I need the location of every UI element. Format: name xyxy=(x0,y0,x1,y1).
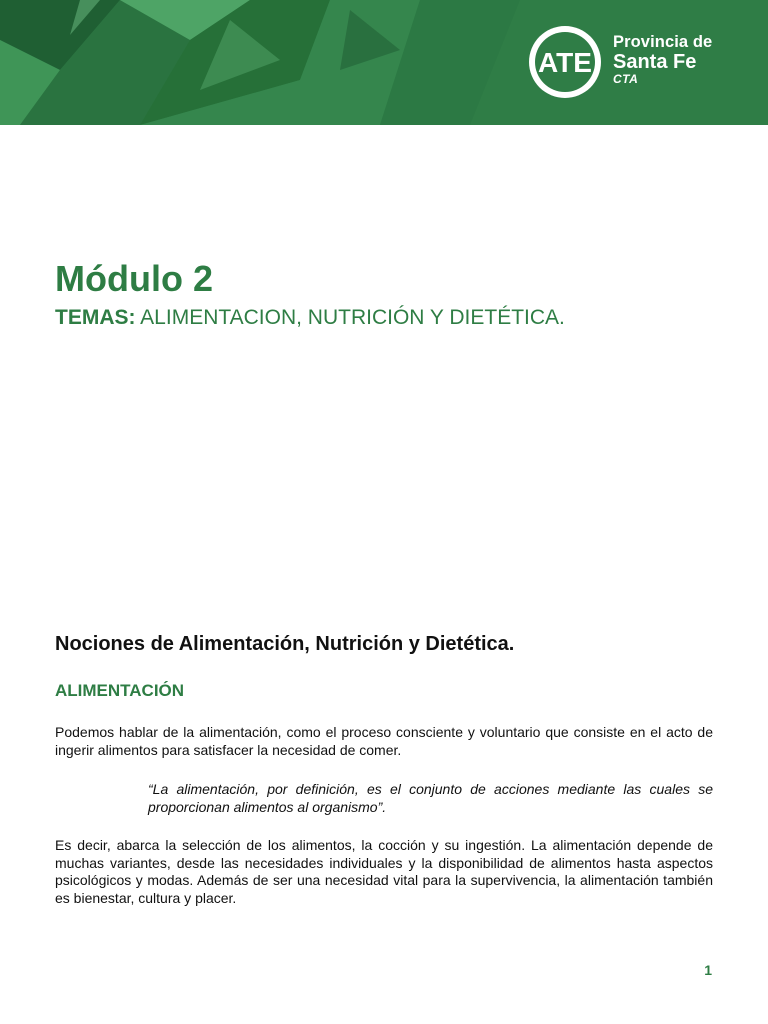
topics-label: TEMAS: xyxy=(55,306,136,329)
topics-line xyxy=(55,306,565,330)
page-title: Módulo 2 xyxy=(55,258,213,299)
page-number: 1 xyxy=(704,962,712,978)
sub-heading: ALIMENTACIÓN xyxy=(55,681,185,700)
paragraph-1: Podemos hablar de la alimentación, como el proceso consciente y voluntario que consiste en el acto de ingerir alimentos para satisfacer la necesidad de comer. xyxy=(55,724,713,758)
logo-text: ATE xyxy=(538,47,592,78)
paragraph-2: Es decir, abarca la selección de los alimentos, la cocción y su ingestión. La alimentación depende de muchas variantes, desde las necesidades individuales y la disponibilidad de alimentos hasta aspectos psicológicos y modas. Además de ser una necesidad vital para la supervivencia, la alimentación también es bienestar, cultura y placer. xyxy=(55,837,713,906)
definition-quote: “La alimentación, por definición, es el conjunto de acciones mediante las cuales se proporcionan alimentos al organismo”. xyxy=(148,781,713,815)
topics-text: ALIMENTACION, NUTRICIÓN Y DIETÉTICA. xyxy=(135,306,565,329)
section-heading: Nociones de Alimentación, Nutrición y Dietética. xyxy=(55,633,515,655)
page-header xyxy=(0,0,768,125)
brand-line-3: CTA xyxy=(613,71,639,86)
brand-line-2: Santa Fe xyxy=(613,50,697,73)
brand-line-1: Provincia de xyxy=(613,33,713,51)
ate-logo xyxy=(527,24,603,100)
brand-block xyxy=(613,34,712,85)
